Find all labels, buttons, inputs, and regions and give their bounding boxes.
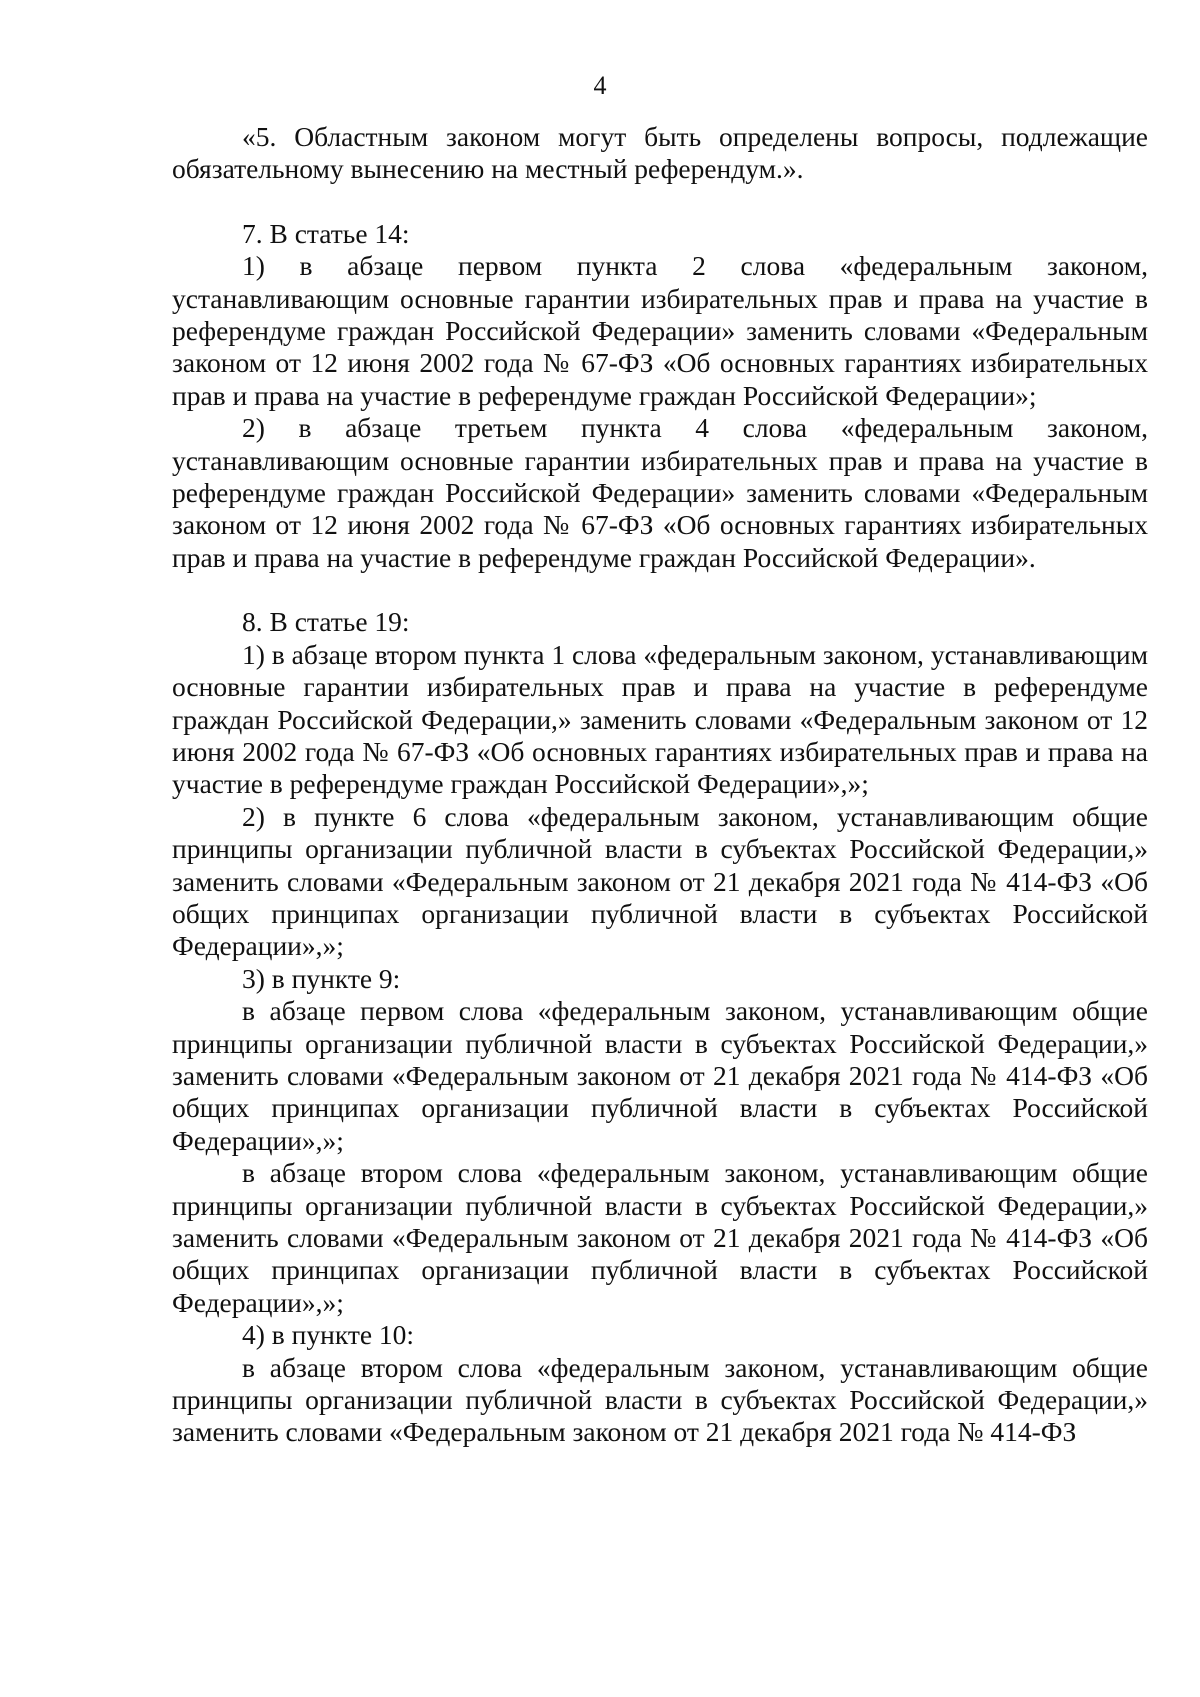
paragraph-article-19-item-2: 2) в пункте 6 слова «федеральным законом, устанавливающим общие принципы организации публичной власти в субъектах Российской Федерации,» заменить словами «Федеральным законом от 21 декабря 2021 года № 414-ФЗ «Об общих принципах организации публичной власти в субъектах Российской Федерации»,»; bbox=[172, 800, 1148, 962]
paragraph-article-14-item-1: 1) в абзаце первом пункта 2 слова «федеральным законом, устанавливающим основные гарантии избирательных прав и права на участие в референдуме граждан Российской Федерации» заменить словами «Федеральным законом от 12 июня 2002 года № 67-ФЗ «Об основных гарантиях избирательных прав и права на участие в референдуме граждан Российской Федерации»; bbox=[172, 250, 1148, 411]
paragraph-gap bbox=[172, 574, 1148, 606]
section-heading-article-14: 7. В статье 14: bbox=[242, 217, 410, 249]
paragraph-referendum-questions: «5. Областным законом могут быть определены вопросы, подлежащие обязательному вынесению на местный референдум.». bbox=[172, 121, 1148, 185]
paragraph-article-19-item-4: 4) в пункте 10: bbox=[242, 1319, 415, 1351]
paragraph-item-3-first-subparagraph: в абзаце первом слова «федеральным законом, устанавливающим общие принципы организации публичной власти в субъектах Российской Федерации,» заменить словами «Федеральным законом от 21 декабря 2021 года № 414-ФЗ «Об общих принципах организации публичной власти в субъектах Российской Федерации»,»; bbox=[172, 995, 1148, 1156]
paragraph-article-19-item-3: 3) в пункте 9: bbox=[242, 962, 401, 994]
page-number: 4 bbox=[593, 71, 607, 100]
paragraph-gap bbox=[172, 186, 1148, 218]
paragraph-item-3-second-subparagraph: в абзаце втором слова «федеральным законом, устанавливающим общие принципы организации публичной власти в субъектах Российской Федерации,» заменить словами «Федеральным законом от 21 декабря 2021 года № 414-ФЗ «Об общих принципах организации публичной власти в субъектах Российской Федерации»,»; bbox=[172, 1157, 1148, 1318]
document-body bbox=[172, 121, 1148, 1449]
section-heading-article-19: 8. В статье 19: bbox=[242, 606, 410, 638]
paragraph-article-14-item-2: 2) в абзаце третьем пункта 4 слова «федеральным законом, устанавливающим основные гарантии избирательных прав и права на участие в референдуме граждан Российской Федерации» заменить словами «Федеральным законом от 12 июня 2002 года № 67-ФЗ «Об основных гарантиях избирательных прав и права на участие в референдуме граждан Российской Федерации». bbox=[172, 412, 1148, 573]
paragraph-item-4-second-subparagraph: в абзаце втором слова «федеральным законом, устанавливающим общие принципы организации публичной власти в субъектах Российской Федерации,» заменить словами «Федеральным законом от 21 декабря 2021 года № 414-ФЗ bbox=[172, 1351, 1148, 1448]
paragraph-article-19-item-1: 1) в абзаце втором пункта 1 слова «федеральным законом, устанавливающим основные гарантии избирательных прав и права на участие в референдуме граждан Российской Федерации,» заменить словами «Федеральным законом от 12 июня 2002 года № 67-ФЗ «Об основных гарантиях избирательных прав и права на участие в референдуме граждан Российской Федерации»,»; bbox=[172, 638, 1148, 800]
